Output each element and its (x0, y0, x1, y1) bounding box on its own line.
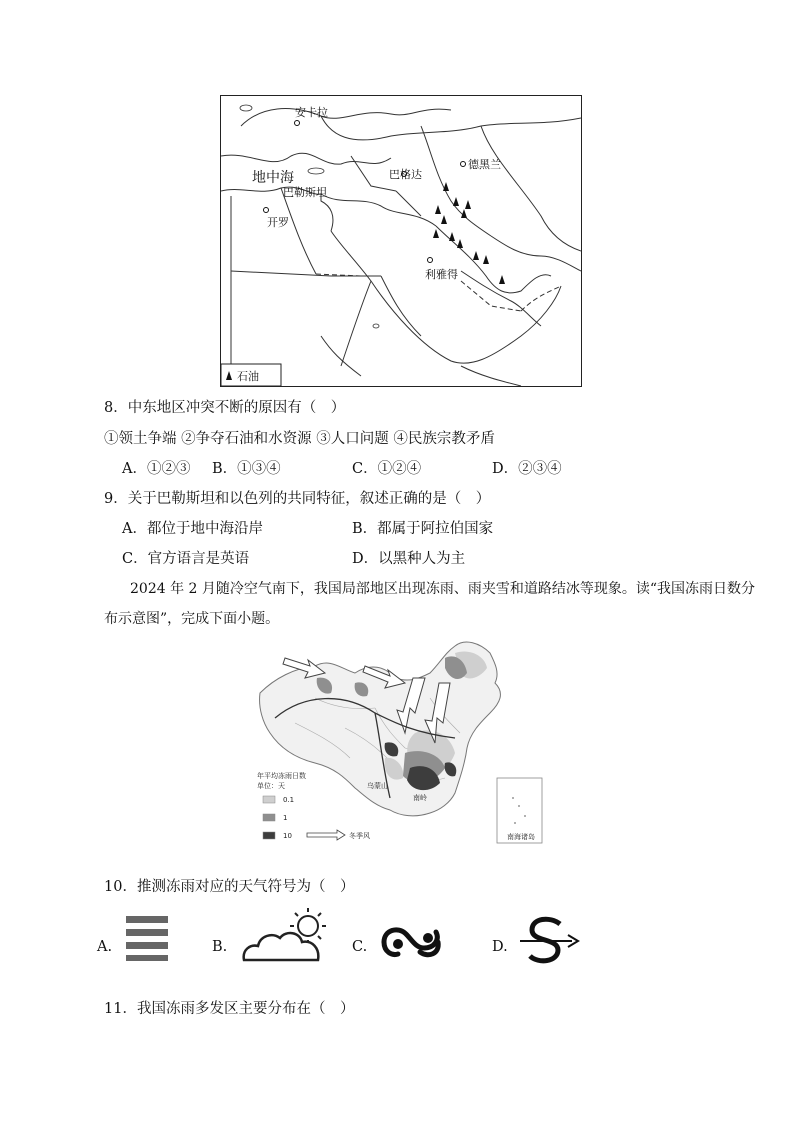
nanling-label: 南岭 (413, 794, 427, 802)
legend-value-0-1: 0.1 (283, 796, 295, 804)
legend-swatch-10 (263, 832, 275, 839)
q8-option-c[interactable]: C．①②④ (352, 461, 422, 477)
sandstorm-symbol-icon (518, 916, 582, 966)
middle-east-map (220, 95, 582, 387)
cairo-label: 开罗 (267, 216, 289, 229)
q10-option-c[interactable]: C. (352, 939, 368, 955)
q10-option-a[interactable]: A. (97, 939, 113, 955)
wind-legend-arrow (307, 830, 345, 840)
riyadh-label: 利雅得 (425, 268, 458, 281)
tehran-marker (461, 162, 466, 167)
wumeng-label: 乌蒙山 (367, 782, 388, 790)
fog-symbol-icon (124, 914, 170, 962)
middle-east-map-svg (221, 96, 581, 386)
legend-swatch-1 (263, 814, 275, 821)
q10-option-b[interactable]: B. (212, 939, 228, 955)
china-map-svg (255, 638, 545, 848)
oil-legend-label: 石油 (237, 370, 259, 383)
freezing-rain-symbol-icon (378, 922, 450, 960)
q9-option-b[interactable]: B．都属于阿拉伯国家 (352, 521, 494, 537)
q8-option-b[interactable]: B．①③④ (212, 461, 281, 477)
intro-line-1: 2024 年 2 月随冷空气南下，我国局部地区出现冻雨、雨夹雪和道路结冰等现象。读“我国冻雨日数分 (130, 581, 756, 597)
q8-stem: 8．中东地区冲突不断的原因有（ ） (104, 400, 346, 416)
q9-option-d[interactable]: D．以黑种人为主 (352, 551, 466, 567)
q9-option-c[interactable]: C．官方语言是英语 (122, 551, 250, 567)
palestine-label: 巴勒斯坦 (283, 186, 327, 199)
q8-option-d[interactable]: D．②③④ (492, 461, 562, 477)
china-freezing-rain-map (255, 638, 545, 848)
legend-unit: 单位：天 (257, 782, 285, 790)
q9-option-a[interactable]: A．都位于地中海沿岸 (122, 521, 263, 537)
baghdad-label: 巴格达 (389, 168, 422, 181)
q10-stem: 10．推测冻雨对应的天气符号为（ ） (104, 879, 355, 895)
legend-value-1: 1 (283, 814, 288, 822)
intro-line-2: 布示意图”，完成下面小题。 (104, 611, 280, 627)
q11-stem: 11．我国冻雨多发区主要分布在（ ） (104, 1001, 355, 1017)
legend-value-10: 10 (283, 832, 292, 840)
mediterranean-label: 地中海 (252, 170, 294, 186)
riyadh-marker (428, 258, 433, 263)
legend-swatch-0-1 (263, 796, 275, 803)
cloudy-sun-symbol-icon (240, 906, 332, 964)
cairo-marker (264, 208, 269, 213)
legend-title: 年平均冻雨日数 (257, 772, 306, 780)
ankara-label: 安卡拉 (295, 106, 328, 119)
wind-legend-label: 冬季风 (349, 832, 370, 840)
q9-stem: 9．关于巴勒斯坦和以色列的共同特征，叙述正确的是（ ） (104, 491, 491, 507)
ankara-marker (295, 121, 300, 126)
q8-option-a[interactable]: A．①②③ (122, 461, 191, 477)
tehran-label: 德黑兰 (468, 158, 501, 171)
inset-label: 南海诸岛 (507, 833, 535, 841)
q10-option-d[interactable]: D. (492, 939, 508, 955)
q8-items: ①领土争端 ②争夺石油和水资源 ③人口问题 ④民族宗教矛盾 (104, 431, 495, 447)
